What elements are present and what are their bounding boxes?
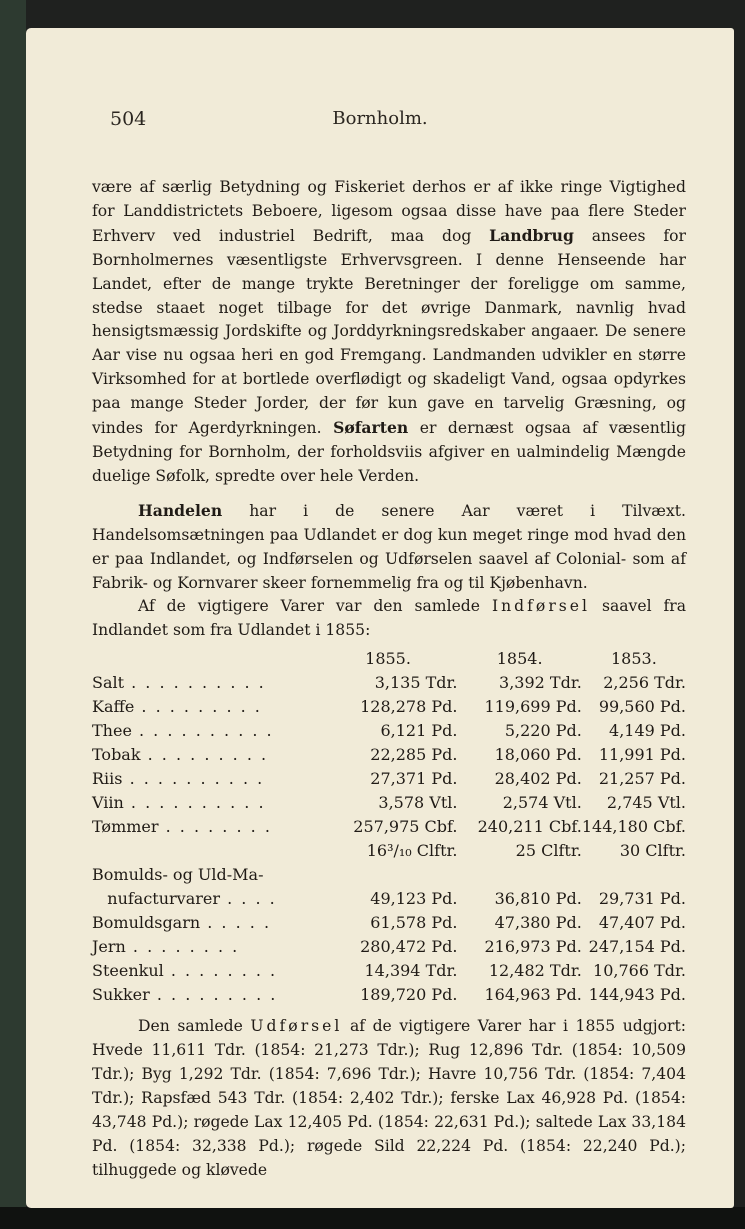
page-number: 504 (110, 108, 147, 130)
value-1854: 28,402 Pd. (494, 769, 582, 789)
emphasis-indforsel: Indførsel (491, 597, 590, 616)
paragraph-agriculture (92, 176, 686, 489)
value-1853: 99,560 Pd. (598, 697, 686, 717)
leader-dots: . . . . . . . . . (134, 697, 262, 717)
emphasis-handelen: Handelen (138, 500, 223, 520)
row-label (92, 887, 319, 911)
row-label (92, 695, 319, 719)
value-1855: 280,472 Pd. (360, 937, 458, 957)
value-1853: 21,257 Pd. (598, 769, 686, 789)
row-label-text: Jern (92, 937, 126, 957)
table-row (92, 887, 686, 911)
value-1854 (457, 863, 581, 887)
value-1854: 25 Clftr. (515, 841, 582, 861)
row-label-text: Tømmer (92, 817, 159, 837)
emphasis-sofarten: Søfarten (333, 418, 409, 438)
year-1854: 1854. (496, 649, 543, 669)
value-1853: 144,943 Pd. (588, 985, 686, 1005)
value-1855: 128,278 Pd. (360, 697, 458, 717)
text: er dernæst ogsaa af væsentlig Betydning for Bornholm, der forholdsviis afgiver en ualmindelig Mængde duelige Søfolk, spredte over hele Verden. (92, 419, 686, 485)
value-1855: 61,578 Pd. (370, 913, 458, 933)
value-1854: 164,963 Pd. (484, 985, 582, 1005)
table-row (92, 983, 686, 1007)
table-row (92, 935, 686, 959)
emphasis-landbrug: Landbrug (489, 225, 574, 245)
leader-dots: . . . . . . . . . . (123, 793, 266, 813)
table-row (92, 743, 686, 767)
row-label-text: Sukker (92, 985, 150, 1005)
value-1855: 22,285 Pd. (370, 745, 458, 765)
table-row (92, 815, 686, 839)
value-1854: 5,220 Pd. (504, 721, 582, 741)
value-1854: 12,482 Tdr. (488, 961, 582, 981)
book-page (26, 28, 734, 1208)
table-year-header (92, 647, 686, 671)
row-label-text: Kaffe (92, 697, 135, 717)
paragraph-trade (92, 499, 686, 596)
value-1853: 11,991 Pd. (598, 745, 686, 765)
book-binding-left (0, 0, 26, 1229)
table-row (92, 695, 686, 719)
row-label (92, 743, 319, 767)
value-1854: 216,973 Pd. (484, 937, 582, 957)
value-1853 (582, 863, 686, 887)
value-1855: 189,720 Pd. (360, 985, 458, 1005)
row-label (92, 767, 319, 791)
value-1854: 119,699 Pd. (484, 697, 582, 717)
value-1853: 47,407 Pd. (598, 913, 686, 933)
row-label-text: Bomulds- og Uld-Ma- (92, 865, 264, 885)
value-1855: 6,121 Pd. (380, 721, 458, 741)
page-body (92, 176, 686, 1183)
row-label-text: Viin (92, 793, 124, 813)
leader-dots: . . . . . . . . . (149, 985, 278, 1005)
leader-dots: . . . . . . . . . . (122, 769, 265, 789)
leader-dots: . . . . . . . . (158, 817, 272, 837)
value-1853: 2,256 Tdr. (603, 673, 686, 693)
value-1853: 30 Clftr. (619, 841, 686, 861)
running-title: Bornholm. (332, 108, 428, 129)
value-1854: 47,380 Pd. (494, 913, 582, 933)
value-1855: 3,578 Vtl. (378, 793, 458, 813)
table-row (92, 911, 686, 935)
year-1853: 1853. (610, 649, 657, 669)
year-1855: 1855. (365, 649, 411, 669)
import-table (92, 647, 686, 1007)
book-binding-bottom (0, 1207, 745, 1229)
value-1855: 49,123 Pd. (370, 889, 458, 909)
value-1853: 29,731 Pd. (598, 889, 686, 909)
value-1855: 16³/₁₀ Clftr. (366, 841, 458, 861)
value-1853: 247,154 Pd. (588, 937, 686, 957)
value-1853: 2,745 Vtl. (606, 793, 686, 813)
leader-dots: . . . . . . . . (125, 937, 240, 957)
leader-dots: . . . . . . . . . . (131, 721, 274, 741)
row-label-text: Steenkul (92, 961, 164, 981)
row-label (92, 959, 319, 983)
row-label (92, 815, 319, 839)
emphasis-udforsel: Udførsel (250, 1017, 343, 1036)
row-label-text: nufacturvarer (92, 889, 221, 909)
row-label (92, 935, 319, 959)
value-1854: 2,574 Vtl. (502, 793, 582, 813)
row-label (92, 839, 319, 863)
row-label (92, 671, 319, 695)
text: af de vigtigere Varer har i 1855 udgjort: Hvede 11,611 Tdr. (1854: 21,273 Tdr.); Rug 12,896 Tdr. (1854: 10,509 Tdr.); Byg 1,292 Tdr. (1854: 7,696 Tdr.); Havre 10,756 Tdr. (1854: 7,404 Tdr.); Rapsfæd 543 Tdr. (1854: 2,402 Tdr.); ferske Lax 46,928 Pd. (1854: 43,748 Pd.); røgede Lax 12,405 Pd. (1854: 22,631 Pd.); saltede Lax 33,184 Pd. (1854: 32,338 Pd.); røgede Sild 22,224 Pd. (1854: 22,240 Pd.); tilhuggede og kløvede (92, 1017, 686, 1179)
leader-dots: . . . . . . . . . (140, 745, 269, 765)
value-1855 (319, 863, 458, 887)
table-row (92, 863, 686, 887)
row-label (92, 719, 319, 743)
value-1855: 3,135 Tdr. (374, 673, 458, 693)
leader-dots: . . . . . (200, 913, 272, 933)
text: har i de senere Aar været i Tilvæxt. Handelsomsætningen paa Udlandet er dog kun meget ringe mod hvad den er paa Indlandet, og Indførselen og Udførselen saavel af Colonial- som af Fabrik- og Kornvarer skeer fornemmelig fra og til Kjøbenhavn. (92, 501, 686, 592)
text: Af de vigtigere Varer var den samlede (138, 597, 481, 616)
row-label (92, 791, 319, 815)
value-1855: 257,975 Cbf. (353, 817, 458, 837)
paragraph-import-intro (92, 595, 686, 643)
value-1854: 18,060 Pd. (494, 745, 582, 765)
value-1854: 3,392 Tdr. (499, 673, 582, 693)
row-label-text: Tobak (92, 745, 141, 765)
value-1855: 27,371 Pd. (370, 769, 458, 789)
value-1855: 14,394 Tdr. (364, 961, 458, 981)
row-label (92, 863, 319, 887)
table-row (92, 959, 686, 983)
table-row (92, 791, 686, 815)
value-1853: 10,766 Tdr. (593, 961, 686, 981)
text: Den samlede (138, 1017, 243, 1036)
page-header (26, 108, 734, 132)
row-label (92, 983, 319, 1007)
table-row (92, 671, 686, 695)
table-row (92, 839, 686, 863)
leader-dots: . . . . (220, 889, 277, 909)
row-label (92, 911, 319, 935)
text: ansees for Bornholmernes væsentligste Erhvervsgreen. I denne Henseende har Landet, efter de mange trykte Beretninger der foreligge om samme, stedse staaet noget tilbage for det øvrige Danmark, navnlig hvad hensigtsmæssig Jordskifte og Jorddyrkningsredskaber angaaer. De senere Aar vise nu ogsaa heri en god Fremgang. Landmanden udvikler en større Virksomhed for at bortlede overflødigt og skadeligt Vand, ogsaa opdyrkes paa mange Steder Jorder, der før kun gave en tarvelig Græsning, og vindes for Agerdyrkningen. (92, 226, 686, 438)
text: saavel fra Indlandet som fra Udlandet i 1855: (92, 597, 687, 640)
row-label-text: Thee (92, 721, 132, 741)
paragraph-export (92, 1015, 686, 1182)
value-1853: 4,149 Pd. (609, 721, 686, 741)
row-label-text: Riis (92, 769, 123, 789)
row-label-text: Bomuldsgarn (92, 913, 201, 933)
value-1854: 36,810 Pd. (494, 889, 582, 909)
table-row (92, 767, 686, 791)
row-label-text: Salt (92, 673, 125, 693)
leader-dots: . . . . . . . . . . (124, 673, 266, 693)
value-1854: 240,211 Cbf. (477, 817, 582, 837)
table-row (92, 719, 686, 743)
text: være af særlig Betydning og Fiskeriet derhos er af ikke ringe Vigtighed for Landdistrictets Beboere, ligesom ogsaa disse have paa flere Steder Erhverv ved industriel Bedrift, maa dog (92, 178, 686, 245)
leader-dots: . . . . . . . . (163, 961, 278, 981)
value-1853: 144,180 Cbf. (581, 817, 686, 837)
